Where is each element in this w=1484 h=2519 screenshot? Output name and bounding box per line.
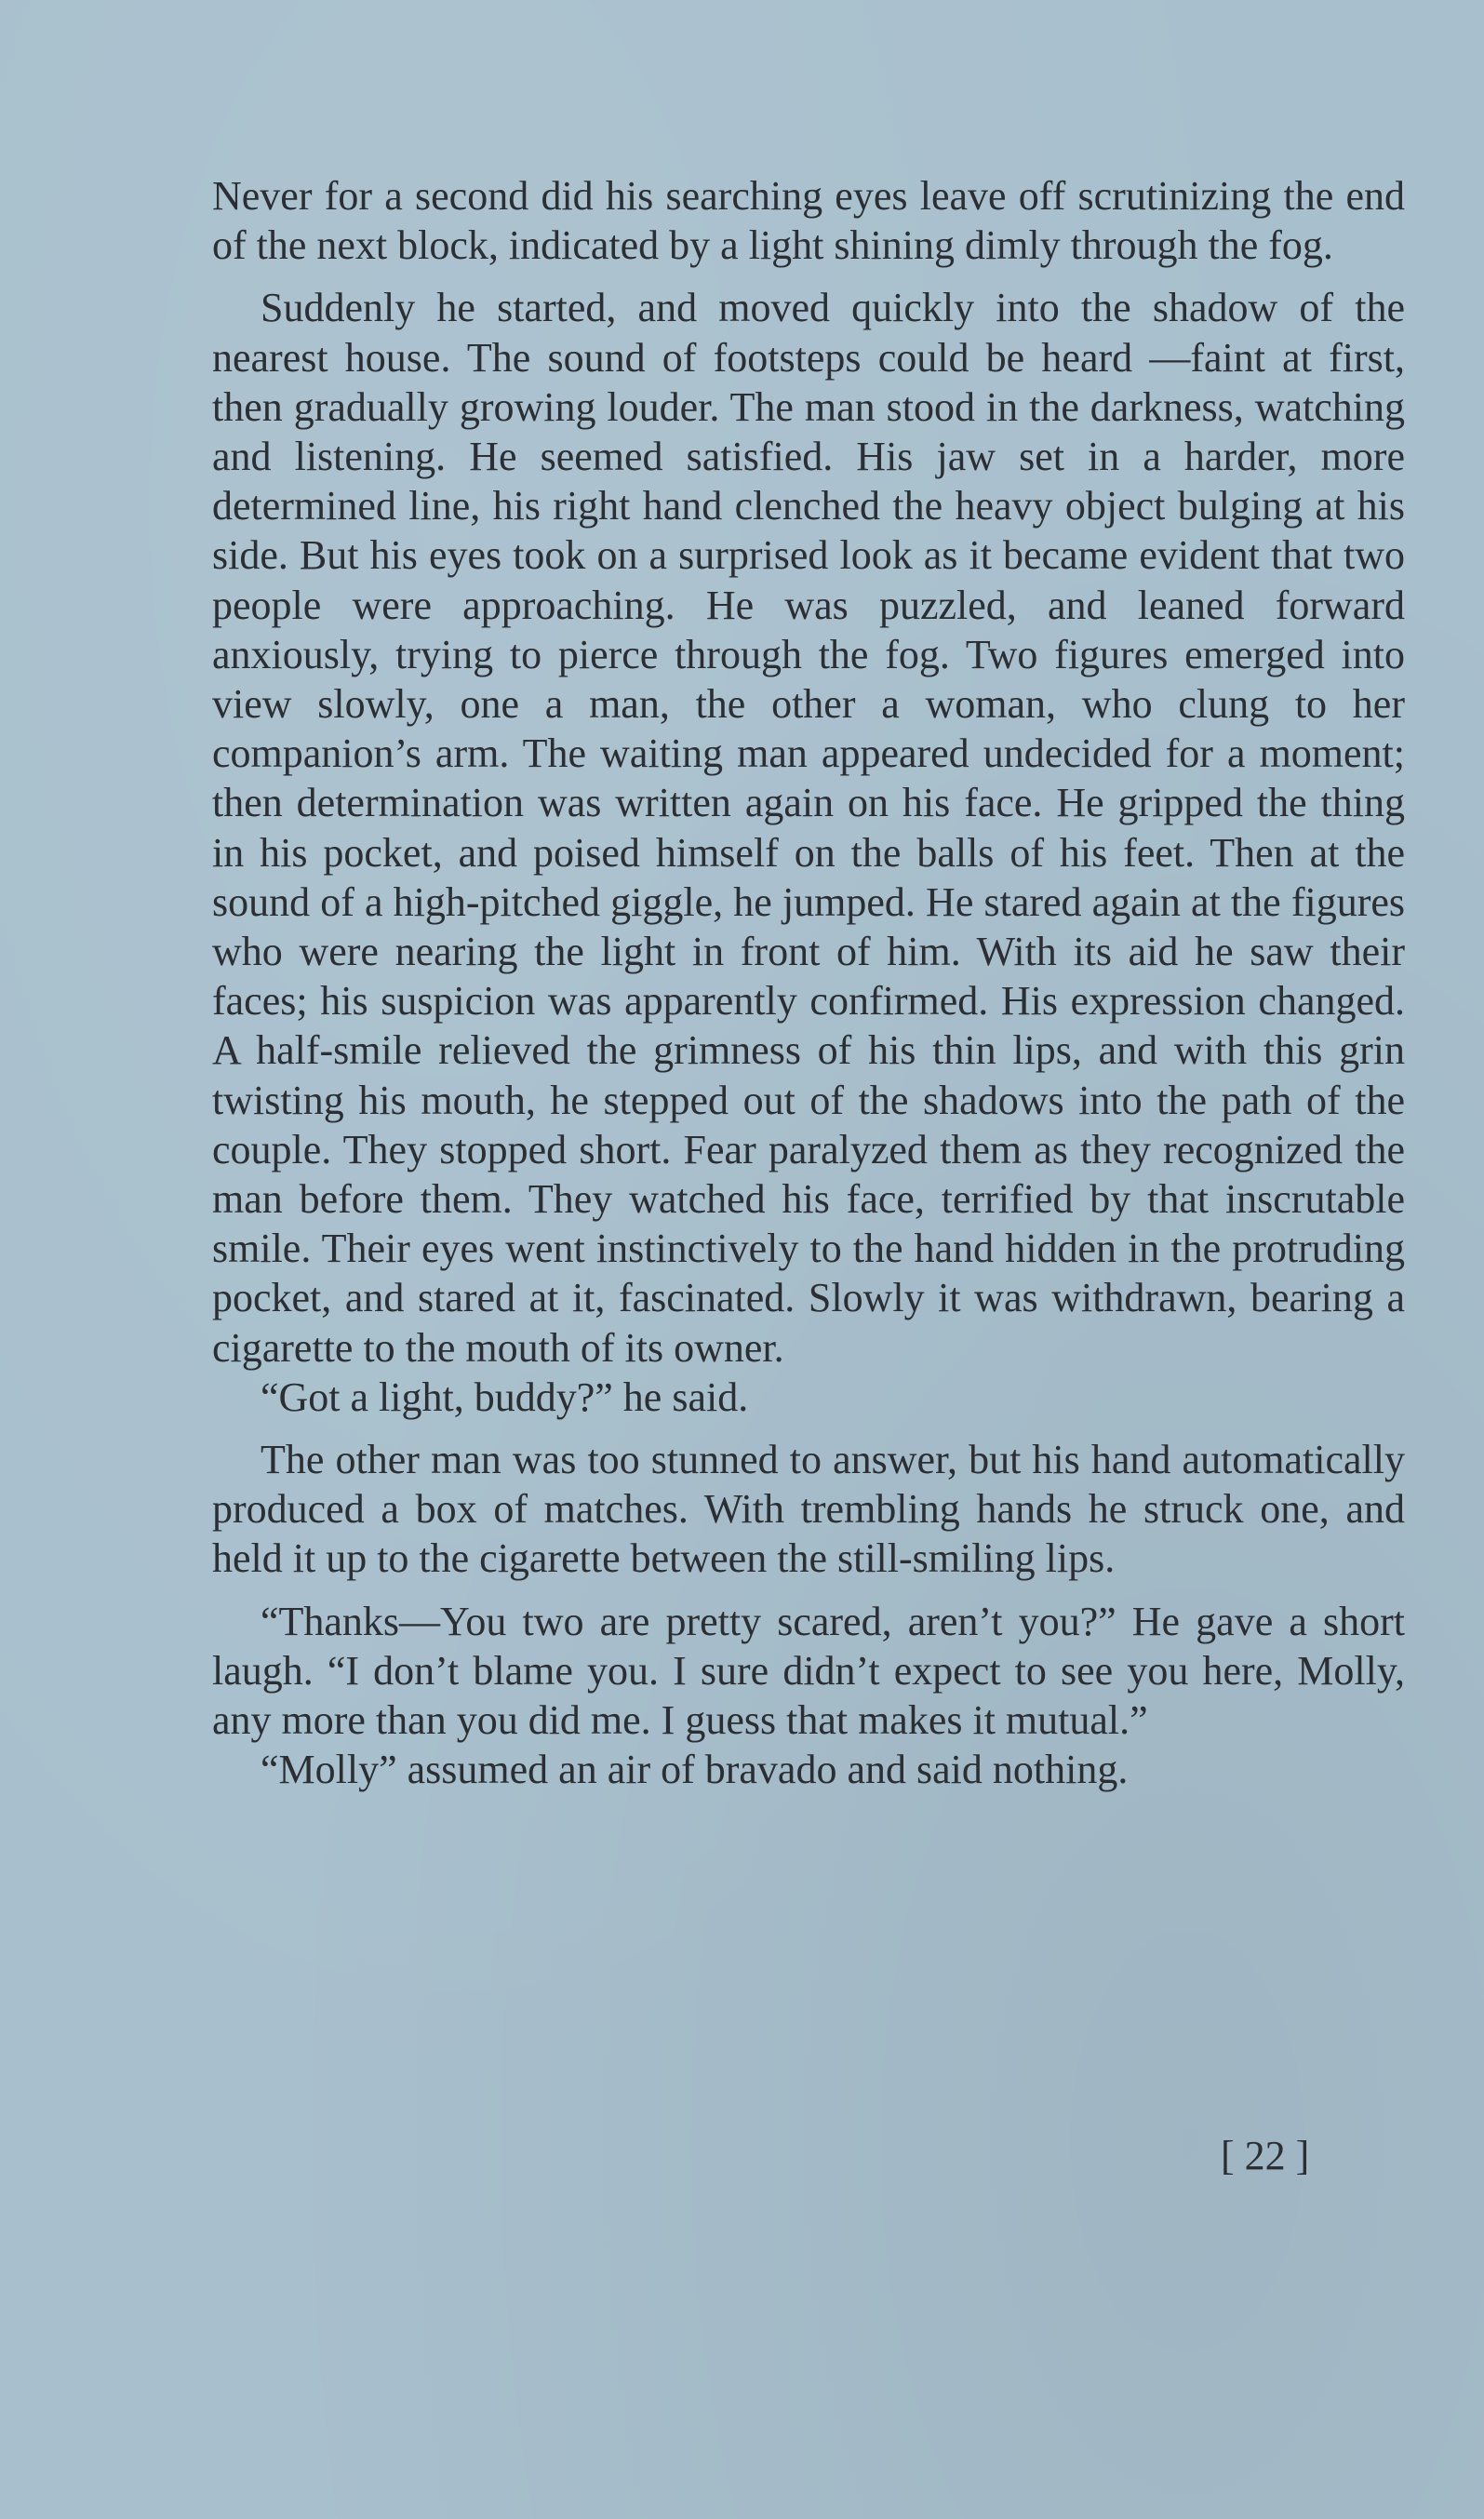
- paragraph-1: Never for a second did his searching eyes leave off scrutinizing the end of the next block, indicated by a light shining dimly through the fog.: [212, 173, 1405, 269]
- paragraph-2: Suddenly he started, and moved quickly into the shadow of the nearest house. The sound of footsteps could be heard —faint at first, then gradually growing louder. The man stood in the darkness, watching and listening. He seemed satisfied. His jaw set in a harder, more determined line, his right hand clenched the heavy object bulging at his side. But his eyes took on a surprised look as it became evident that two people were approaching. He was puzzled, and leaned forward anxiously, trying to pierce through the fog. Two figures emerged into view slowly, one a man, the other a woman, who clung to her companion’s arm. The waiting man appeared undecided for a moment; then determination was written again on his face. He gripped the thing in his pocket, and poised himself on the balls of his feet. Then at the sound of a high-pitched giggle, he jumped. He stared again at the figures who were nearing the light in front of him. With its aid he saw their faces; his suspicion was apparently confirmed. His expression changed. A half-smile relieved the grimness of his thin lips, and with this grin twisting his mouth, he stepped out of the shadows into the path of the couple. They stopped short. Fear paralyzed them as they recognized the man before them. They watched his face, terrified by that inscrutable smile. Their eyes went instinctively to the hand hidden in the protruding pocket, and stared at it, fascinated. Slowly it was withdrawn, bearing a cigarette to the mouth of its owner.: [212, 285, 1405, 1371]
- paragraph-3: “Got a light, buddy?” he said.: [261, 1373, 749, 1420]
- paragraph-6: “Molly” assumed an air of bravado and said nothing.: [261, 1747, 1129, 1793]
- paragraph-5: “Thanks—You two are pretty scared, aren’t you?” He gave a short laugh. “I don’t blame you. I sure didn’t expect to see you here, Molly, any more than you did me. I guess that makes it mutual.”: [212, 1598, 1405, 1744]
- paragraph-4: The other man was too stunned to answer, but his hand automatically produced a box of matches. With trembling hands he struck one, and held it up to the cigarette between the still-smiling lips.: [212, 1437, 1405, 1582]
- body-text: [212, 171, 1405, 1795]
- page-number: [ 22 ]: [1221, 2133, 1310, 2178]
